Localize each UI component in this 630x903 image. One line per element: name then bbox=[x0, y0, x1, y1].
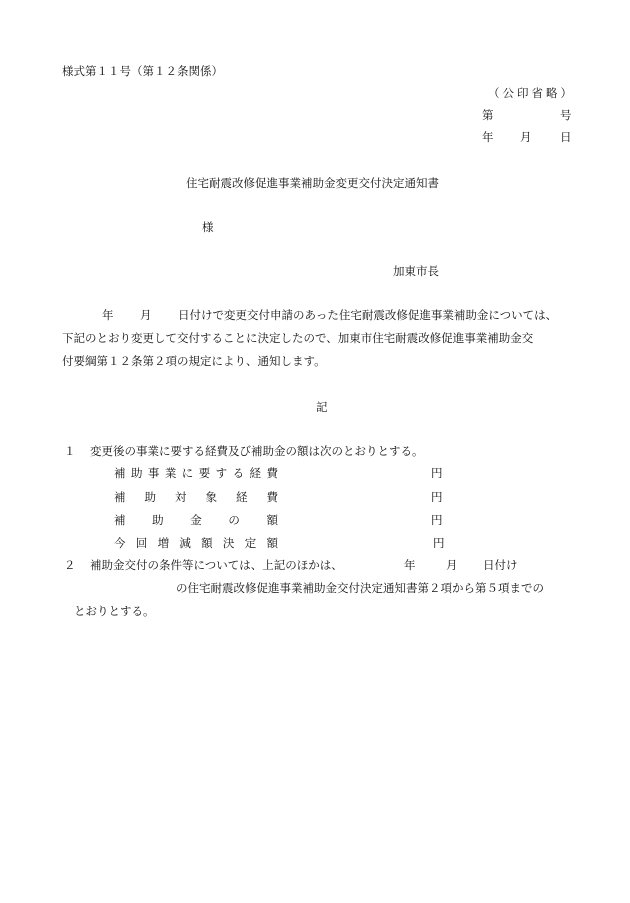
doc-number-suffix: 号 bbox=[560, 108, 572, 122]
date-day: 日 bbox=[560, 130, 572, 144]
row-change-amount-label: 今 回 増 減 額 決 定 額 bbox=[114, 536, 278, 550]
row-subsidy-amount-label: 補 助 金 の 額 bbox=[114, 513, 278, 527]
body-line-3: 付要綱第１２条第２項の規定により、通知します。 bbox=[62, 354, 326, 368]
seal-omitted-note: （公印省略） bbox=[488, 86, 575, 100]
date-year: 年 bbox=[482, 130, 494, 144]
form-number: 様式第１１号（第１２条関係） bbox=[62, 64, 223, 78]
issuer-name: 加東市長 bbox=[393, 264, 439, 278]
body-line-2: 下記のとおり変更して交付することに決定したので、加東市住宅耐震改修促進事業補助金交 bbox=[62, 331, 534, 345]
ki-heading: 記 bbox=[316, 400, 328, 414]
document-title: 住宅耐震改修促進事業補助金変更交付決定通知書 bbox=[186, 176, 439, 190]
row-eligible-cost-unit: 円 bbox=[431, 490, 443, 504]
date-month: 月 bbox=[520, 130, 532, 144]
item-2-number: ２ bbox=[64, 558, 76, 572]
item-2-day: 日付け bbox=[483, 558, 518, 572]
item-2-text: 補助金交付の条件等については、上記のほかは、 bbox=[90, 558, 343, 572]
row-project-cost-unit: 円 bbox=[431, 466, 443, 480]
row-project-cost-label: 補 助 事 業 に 要 す る 経 費 bbox=[114, 466, 278, 480]
row-change-amount-unit: 円 bbox=[433, 536, 445, 550]
body-line-1: 日付けで変更交付申請のあった住宅耐震改修促進事業補助金については、 bbox=[178, 308, 558, 322]
recipient-honorific: 様 bbox=[202, 220, 214, 234]
item-1-text: 変更後の事業に要する経費及び補助金の額は次のとおりとする。 bbox=[90, 444, 424, 458]
item-2-line-3: とおりとする。 bbox=[74, 604, 155, 618]
body-intro-month: 月 bbox=[140, 308, 152, 322]
item-1-number: １ bbox=[64, 444, 76, 458]
row-eligible-cost-label: 補 助 対 象 経 費 bbox=[114, 490, 278, 504]
item-2-month: 月 bbox=[446, 558, 458, 572]
item-2-line-2: の住宅耐震改修促進事業補助金交付決定通知書第２項から第５項までの bbox=[176, 581, 544, 595]
item-2-year: 年 bbox=[404, 558, 416, 572]
row-subsidy-amount-unit: 円 bbox=[431, 513, 443, 527]
body-intro-year: 年 bbox=[102, 308, 114, 322]
doc-number-prefix: 第 bbox=[482, 108, 494, 122]
